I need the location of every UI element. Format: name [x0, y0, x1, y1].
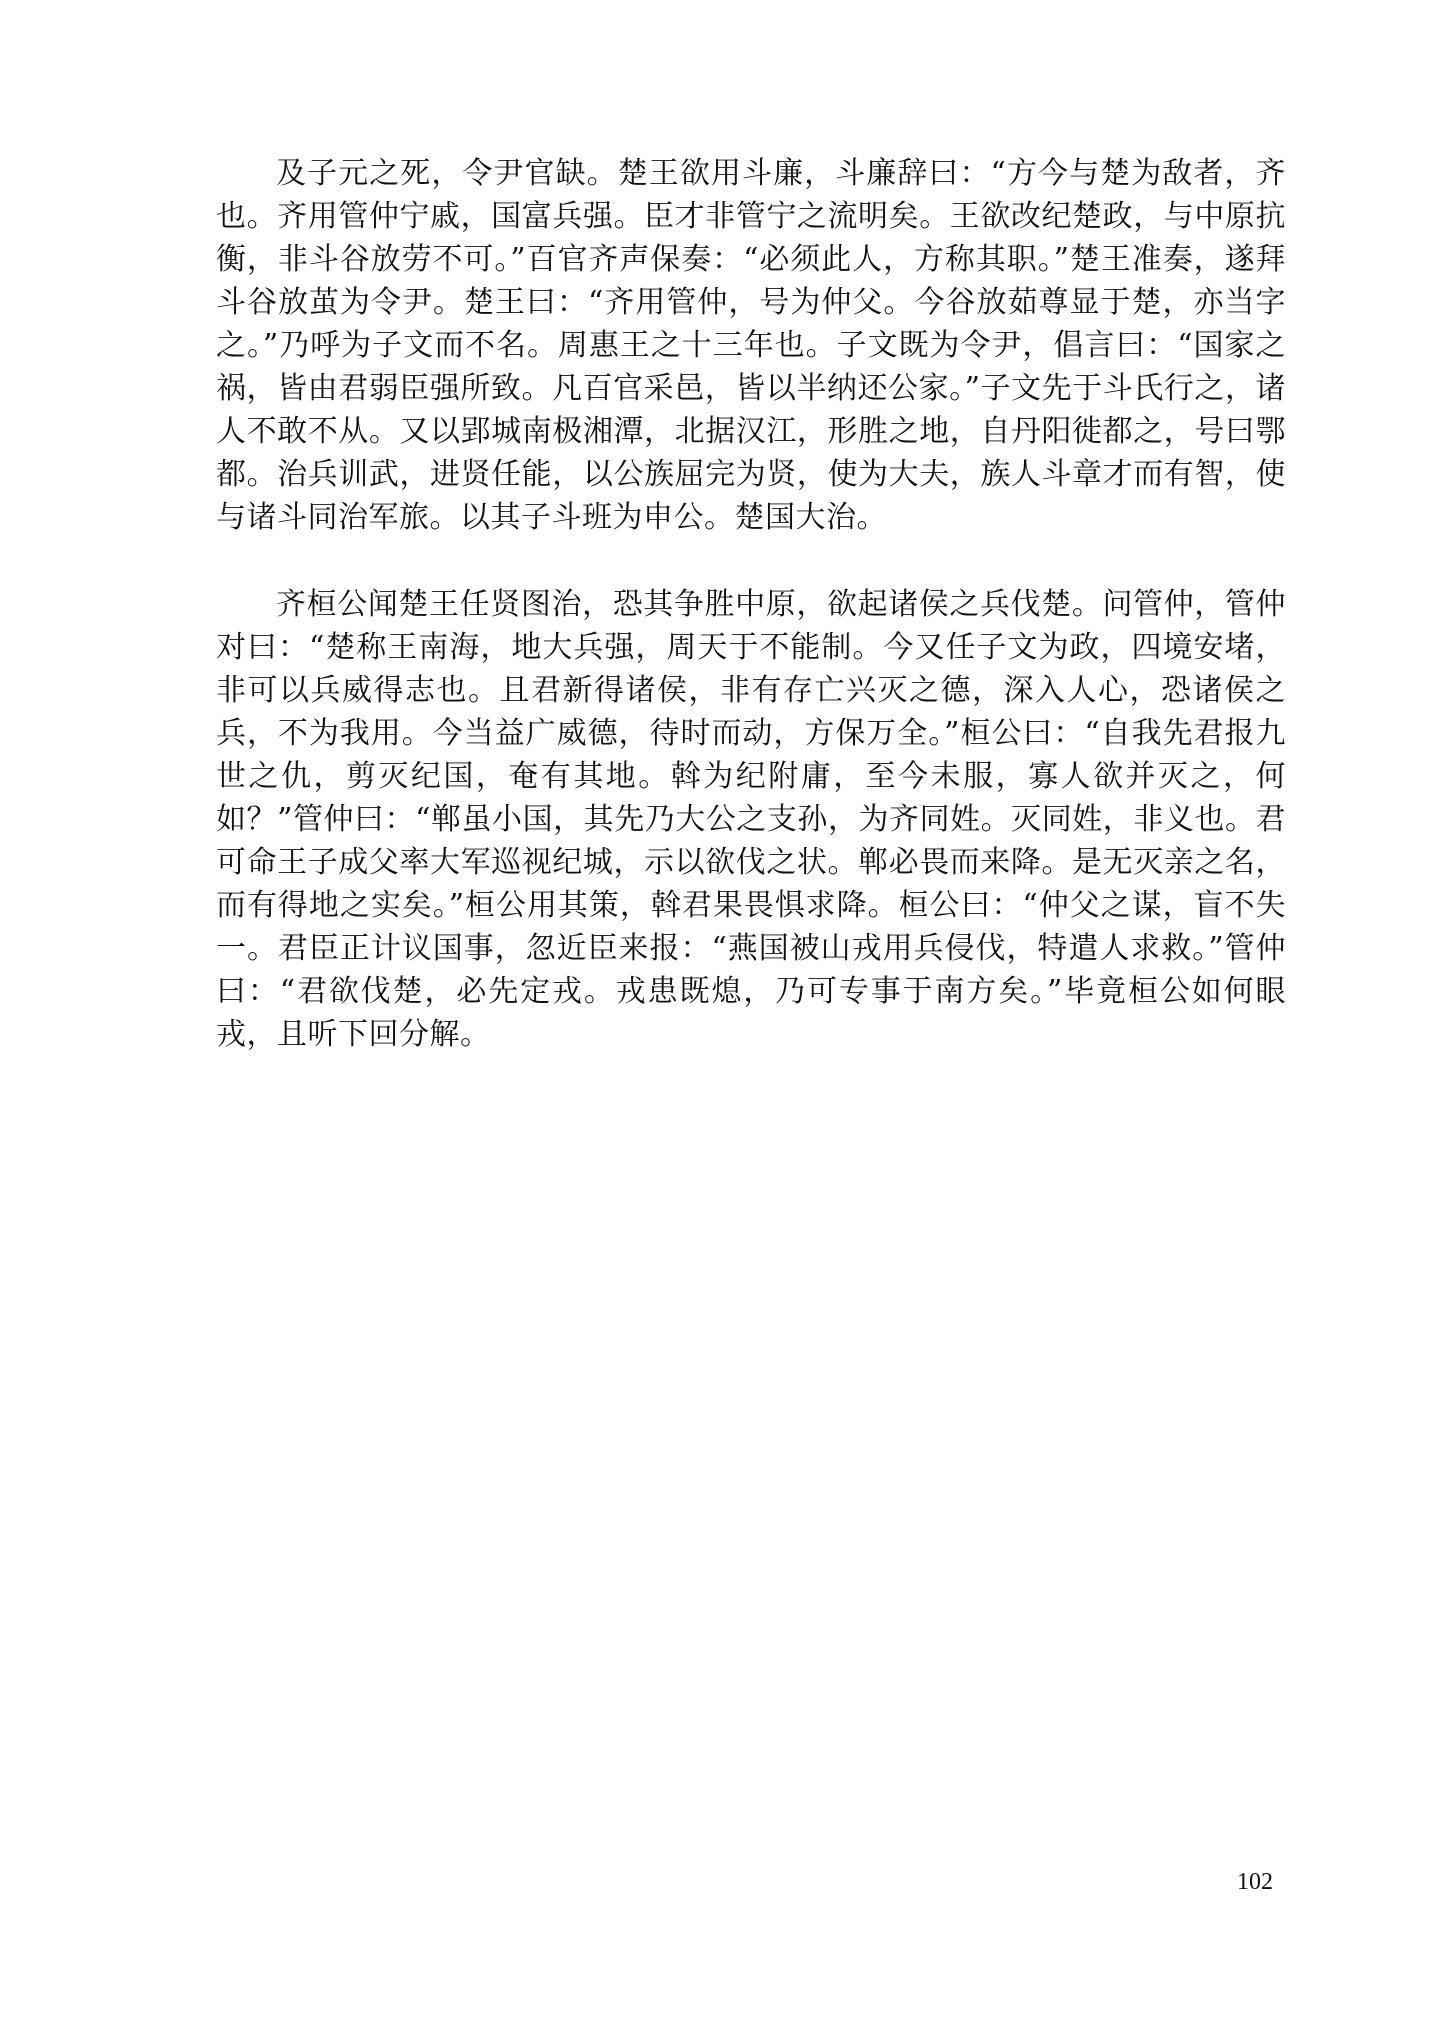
paragraph-2: 齐桓公闻楚王任贤图治，恐其争胜中原，欲起诸侯之兵伐楚。问管仲，管仲对曰：“楚称王南海，地大兵强，周天于不能制。今又任子文为政，四境安堵，非可以兵威得志也。且君新得诸侯，非有存亡兴灭之德，深入人心，恐诸侯之兵，不为我用。今当益广威德，待时而动，方保万全。”桓公曰：“自我先君报九世之仇，剪灭纪国，奄有其地。斡为纪附庸，至今未服，寡人欲并灭之，何如？”管仲曰：“郸虽小国，其先乃大公之支孙，为齐同姓。灭同姓，非义也。君可命王子成父率大军巡视纪城，示以欲伐之状。郸必畏而来降。是无灭亲之名，而有得地之实矣。”桓公用其策，斡君果畏惧求降。桓公曰：“仲父之谋，盲不失一。君臣正计议国事，忽近臣来报：“燕国被山戎用兵侵伐，特遣人求救。”管仲曰：“君欲伐楚，必先定戎。戎患既熄，乃可专事于南方矣。”毕竟桓公如何眼戎，且听下回分解。	[216, 587, 1286, 1052]
paragraph-1: 及子元之死，令尹官缺。楚王欲用斗廉，斗廉辞曰：“方今与楚为敌者，齐也。齐用管仲宁戚，国富兵强。臣才非管宁之流明矣。王欲改纪楚政，与中原抗衡，非斗谷放劳不可。”百官齐声保奏：“必须此人，方称其职。”楚王准奏，遂拜斗谷放茧为令尹。楚王曰：“齐用管仲，号为仲父。今谷放茹尊显于楚，亦当字之。”乃呼为子文而不名。周惠王之十三年也。子文既为令尹，倡言曰：“国家之祸，皆由君弱臣强所致。凡百官采邑，皆以半纳还公家。”子文先于斗氏行之，诸人不敢不从。又以郢城南极湘潭，北据汉江，形胜之地，自丹阳徙都之，号曰鄂都。治兵训武，进贤任能，以公族屈完为贤，使为大夫，族人斗章才而有智，使与诸斗同治军旅。以其子斗班为申公。楚国大治。	[216, 156, 1286, 535]
page-number: 102	[1237, 1869, 1273, 1895]
body-text	[216, 152, 1286, 1056]
